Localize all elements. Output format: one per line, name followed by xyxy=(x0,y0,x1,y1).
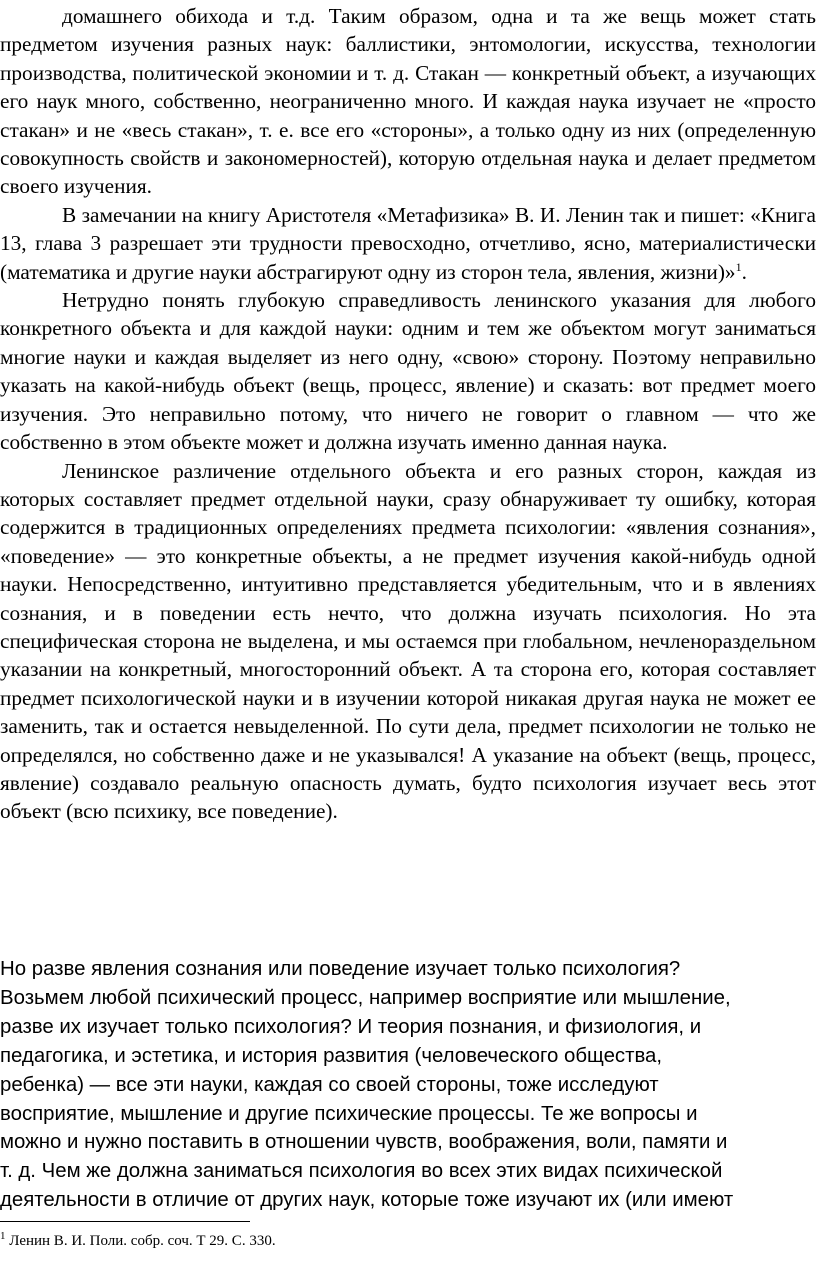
sans-line: деятельности в отличие от других наук, которые тоже изучают их (или имеют xyxy=(0,1189,734,1212)
paragraph-3-text: Нетрудно понять глубокую справедливость ленинского указания для любого конкретного объекта и для каждой науки: одним и тем же объектом могут заниматься многие науки и каждая выделяет из него одну, «свою» сторону. Поэтому неправильно указать на какой-нибудь объект (вещь, процесс, явление) и сказать: вот предмет моего изучения. Это неправильно потому, что ничего не говорит о главном — что же собственно в этом объекте может и должна изучать именно данная наука. xyxy=(0,288,816,455)
footnote-divider xyxy=(0,1221,250,1222)
sans-line: разве их изучает только психология? И теория познания, и физиология, и xyxy=(0,1015,702,1038)
sans-line: ребенка) — все эти науки, каждая со своей стороны, тоже исследуют xyxy=(0,1073,659,1096)
paragraph-2-end: . xyxy=(741,259,747,284)
paragraph-4 xyxy=(0,457,816,826)
sans-line: восприятие, мышление и другие психические процессы. Те же вопросы и xyxy=(0,1102,698,1125)
sans-line: можно и нужно поставить в отношении чувств, воображения, воли, памяти и xyxy=(0,1131,728,1154)
paragraph-3 xyxy=(0,286,816,456)
sans-text-block xyxy=(0,955,816,1215)
paragraph-1 xyxy=(0,2,816,201)
footnote-mark: 1 xyxy=(0,1230,6,1242)
sans-line: педагогика, и эстетика, и история развития (человеческого общества, xyxy=(0,1044,663,1067)
main-text xyxy=(0,2,816,826)
paragraph-1-text: домашнего обихода и т.д. Таким образом, одна и та же вещь может стать предметом изучения разных наук: баллистики, энтомологии, искусства, технологии производства, политической экономии и т. д. Стакан — конкретный объект, а изучающих его наук много, собственно, неограниченно много. И каждая наука изучает не «просто стакан» и не «весь стакан», т. е. все его «стороны», а только одну из них (определенную совокупность свойств и закономерностей), которую отдельная наука и делает предметом своего изучения. xyxy=(0,4,816,199)
sans-line: т. д. Чем же должна заниматься психология во всех этих видах психической xyxy=(0,1160,723,1183)
paragraph-2-text: В замечании на книгу Аристотеля «Метафизика» В. И. Ленин так и пишет: «Книга 13, глава 3 разрешает эти трудности превосходно, отчетливо, ясно, материалистически (математика и другие науки абстрагируют одну из сторон тела, явления, жизни)» xyxy=(0,202,816,284)
footnote-text: Ленин В. И. Поли. собр. соч. Т 29. С. 330. xyxy=(5,1233,276,1249)
sans-line: Но разве явления сознания или поведение изучает только психология? xyxy=(0,958,681,980)
paragraph-4-text: Ленинское различение отдельного объекта и его разных сторон, каждая из которых составляет предмет отдельной науки, сразу обнаруживает ту ошибку, которая содержится в традиционных определениях предмета психологии: «явления сознания», «поведение» — это конкретные объекты, а не предмет изучения какой-нибудь одной науки. Непосредственно, интуитивно представляется убедительным, что и в явлениях сознания, и в поведении есть нечто, что должна изучать психология. Но эта специфическая сторона не выделена, и мы остаемся при глобальном, нечленораздельном указании на конкретный, многосторонний объект. А та сторона его, которая составляет предмет психологической науки и в изучении которой никакая другая наука не может ее заменить, так и остается невыделенной. По сути дела, предмет психологии не только не определялся, но собственно даже и не указывался! А указание на объект (вещь, процесс, явление) создавало реальную опасность думать, будто психология изучает весь этот объект (всю психику, все поведение). xyxy=(0,458,816,824)
sans-line: Возьмем любой психический процесс, например восприятие или мышление, xyxy=(0,986,731,1009)
footnote-reference[interactable]: 1 xyxy=(735,259,742,274)
paragraph-2 xyxy=(0,201,816,286)
footnote xyxy=(0,1232,816,1250)
